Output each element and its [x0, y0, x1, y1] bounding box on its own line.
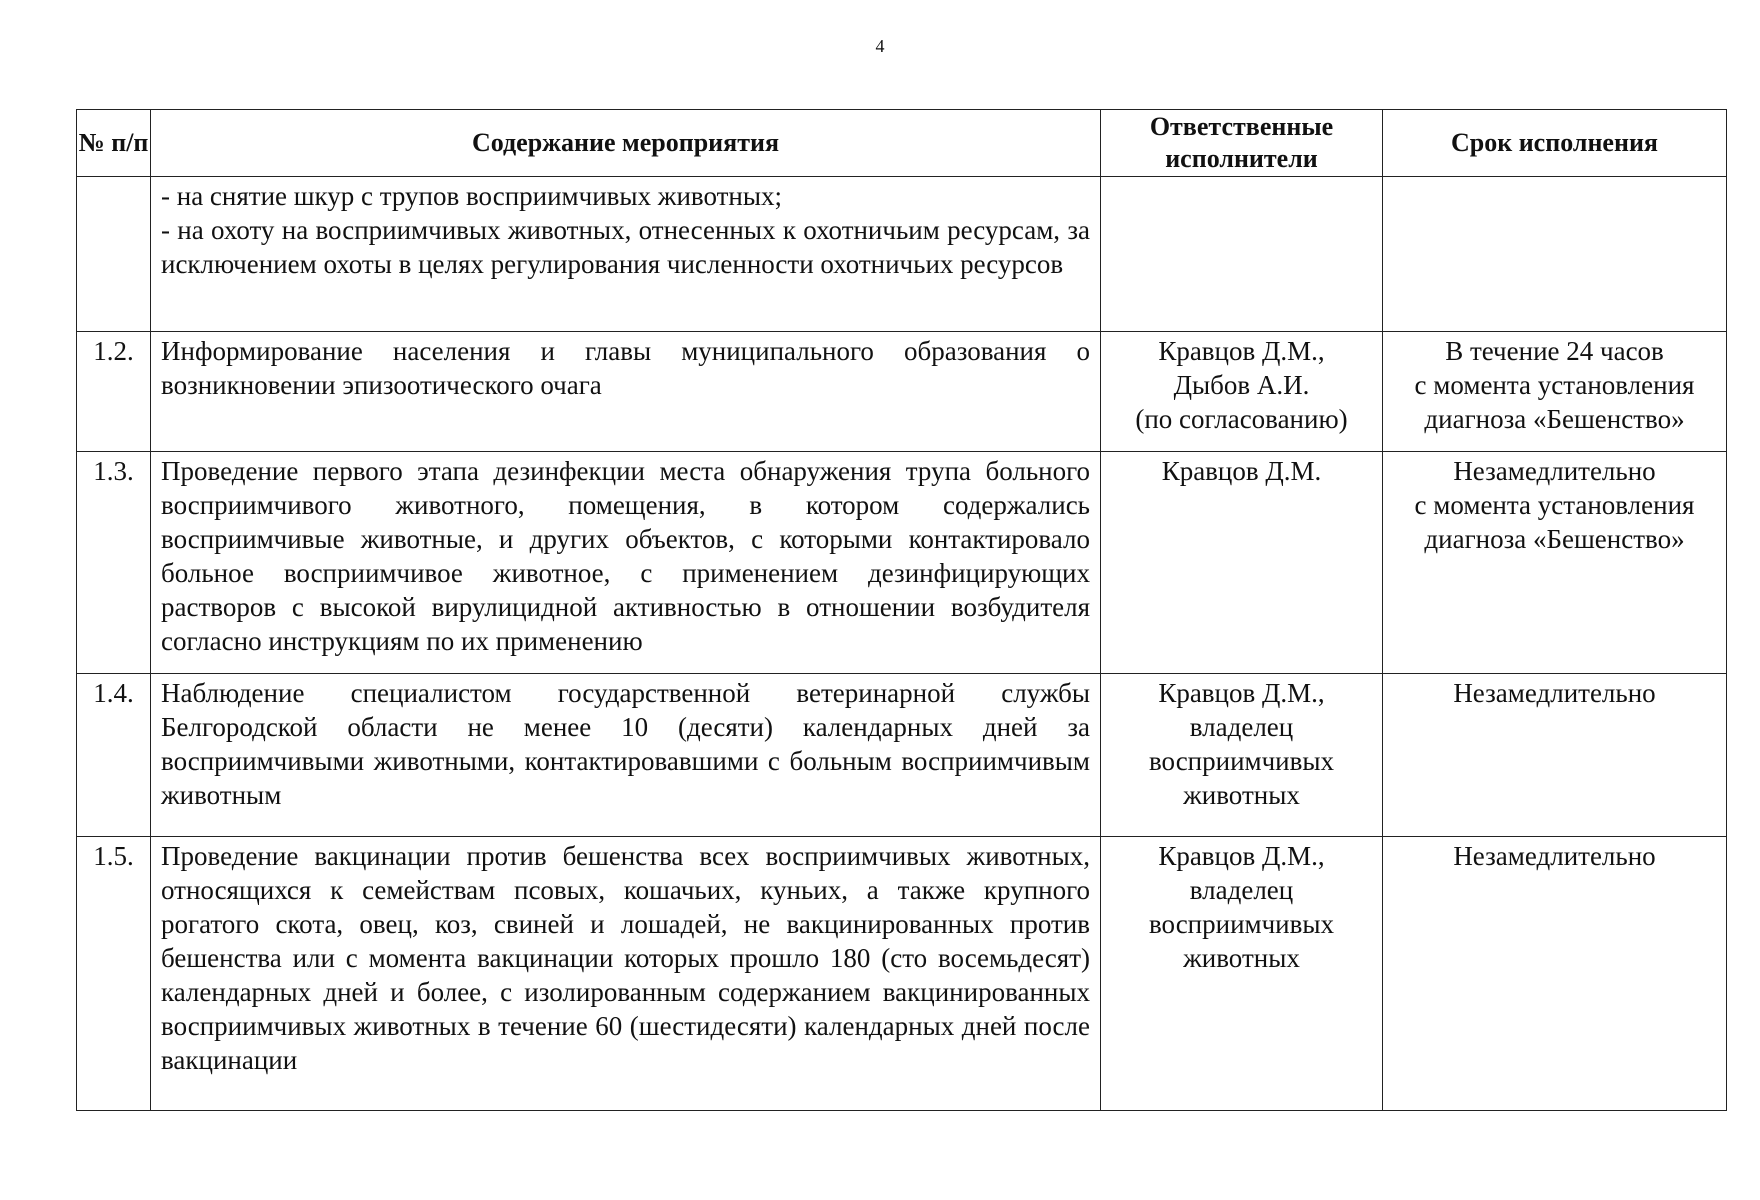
row-deadline [1383, 177, 1727, 332]
header-content: Содержание мероприятия [151, 110, 1101, 177]
row-number [77, 177, 151, 332]
deadline-line: Незамедлительно [1453, 456, 1656, 486]
header-responsible: Ответственные исполнители [1101, 110, 1383, 177]
responsible-line: восприимчивых [1148, 909, 1335, 939]
table-header-row [77, 110, 1727, 177]
header-deadline: Срок исполнения [1383, 110, 1727, 177]
row-content [151, 177, 1101, 332]
row-number: 1.3. [77, 452, 151, 674]
content-paragraph: - на снятие шкур с трупов восприимчивых животных; [161, 181, 783, 211]
table-row [77, 332, 1727, 452]
content-paragraph: Проведение первого этапа дезинфекции места обнаружения трупа больного восприимчивого животного, помещения, в котором содержались восприимчивые животные, и других объектов, с которыми контактировало больное восприимчивое животное, с применением дезинфицирующих растворов с высокой вирулицидной активностью в отношении возбудителя согласно инструкциям по их применению [161, 456, 1090, 656]
responsible-line: Кравцов Д.М., [1158, 336, 1325, 366]
row-deadline [1383, 674, 1727, 837]
row-deadline [1383, 332, 1727, 452]
deadline-line: Незамедлительно [1453, 678, 1656, 708]
row-responsible [1101, 837, 1383, 1111]
row-number: 1.4. [77, 674, 151, 837]
row-responsible [1101, 452, 1383, 674]
deadline-line: Незамедлительно [1453, 841, 1656, 871]
responsible-line: Кравцов Д.М., [1158, 841, 1325, 871]
row-responsible [1101, 177, 1383, 332]
deadline-line: с момента установления [1414, 370, 1695, 400]
row-deadline [1383, 452, 1727, 674]
row-number: 1.5. [77, 837, 151, 1111]
deadline-line: с момента установления [1414, 490, 1695, 520]
row-content [151, 837, 1101, 1111]
responsible-line: Дыбов А.И. [1173, 370, 1310, 400]
table-row [77, 837, 1727, 1111]
table-row [77, 452, 1727, 674]
content-paragraph: Информирование населения и главы муниципального образования о возникновении эпизоотического очага [161, 336, 1090, 400]
row-responsible [1101, 674, 1383, 837]
row-content [151, 674, 1101, 837]
responsible-line: Кравцов Д.М. [1161, 456, 1322, 486]
content-paragraph: - на охоту на восприимчивых животных, отнесенных к охотничьим ресурсам, за исключением охоты в целях регулирования численности охотничьих ресурсов [161, 215, 1090, 279]
deadline-line: диагноза «Бешенство» [1424, 404, 1685, 434]
row-deadline [1383, 837, 1727, 1111]
row-content [151, 452, 1101, 674]
row-responsible [1101, 332, 1383, 452]
responsible-line: животных [1183, 943, 1300, 973]
deadline-line: В течение 24 часов [1445, 336, 1664, 366]
responsible-line: животных [1183, 780, 1300, 810]
responsible-line: восприимчивых [1148, 746, 1335, 776]
measures-table [76, 109, 1727, 1111]
responsible-line: (по согласованию) [1135, 404, 1348, 434]
responsible-line: владелец [1189, 712, 1294, 742]
deadline-line: диагноза «Бешенство» [1424, 524, 1685, 554]
page-number: 4 [875, 36, 885, 56]
header-num: № п/п [77, 110, 151, 177]
responsible-line: владелец [1189, 875, 1294, 905]
table-row [77, 177, 1727, 332]
row-content [151, 332, 1101, 452]
responsible-line: Кравцов Д.М., [1158, 678, 1325, 708]
row-number: 1.2. [77, 332, 151, 452]
content-paragraph: Наблюдение специалистом государственной ветеринарной службы Белгородской области не менее 10 (десяти) календарных дней за восприимчивыми животными, контактировавшими с больным восприимчивым животным [161, 678, 1090, 810]
content-paragraph: Проведение вакцинации против бешенства всех восприимчивых животных, относящихся к семействам псовых, кошачьих, куньих, а также крупного рогатого скота, овец, коз, свиней и лошадей, не вакцинированных против бешенства или с момента вакцинации которых прошло 180 (сто восемьдесят) календарных дней и более, с изолированным содержанием вакцинированных восприимчивых животных в течение 60 (шестидесяти) календарных дней после вакцинации [161, 841, 1090, 1075]
table-row [77, 674, 1727, 837]
